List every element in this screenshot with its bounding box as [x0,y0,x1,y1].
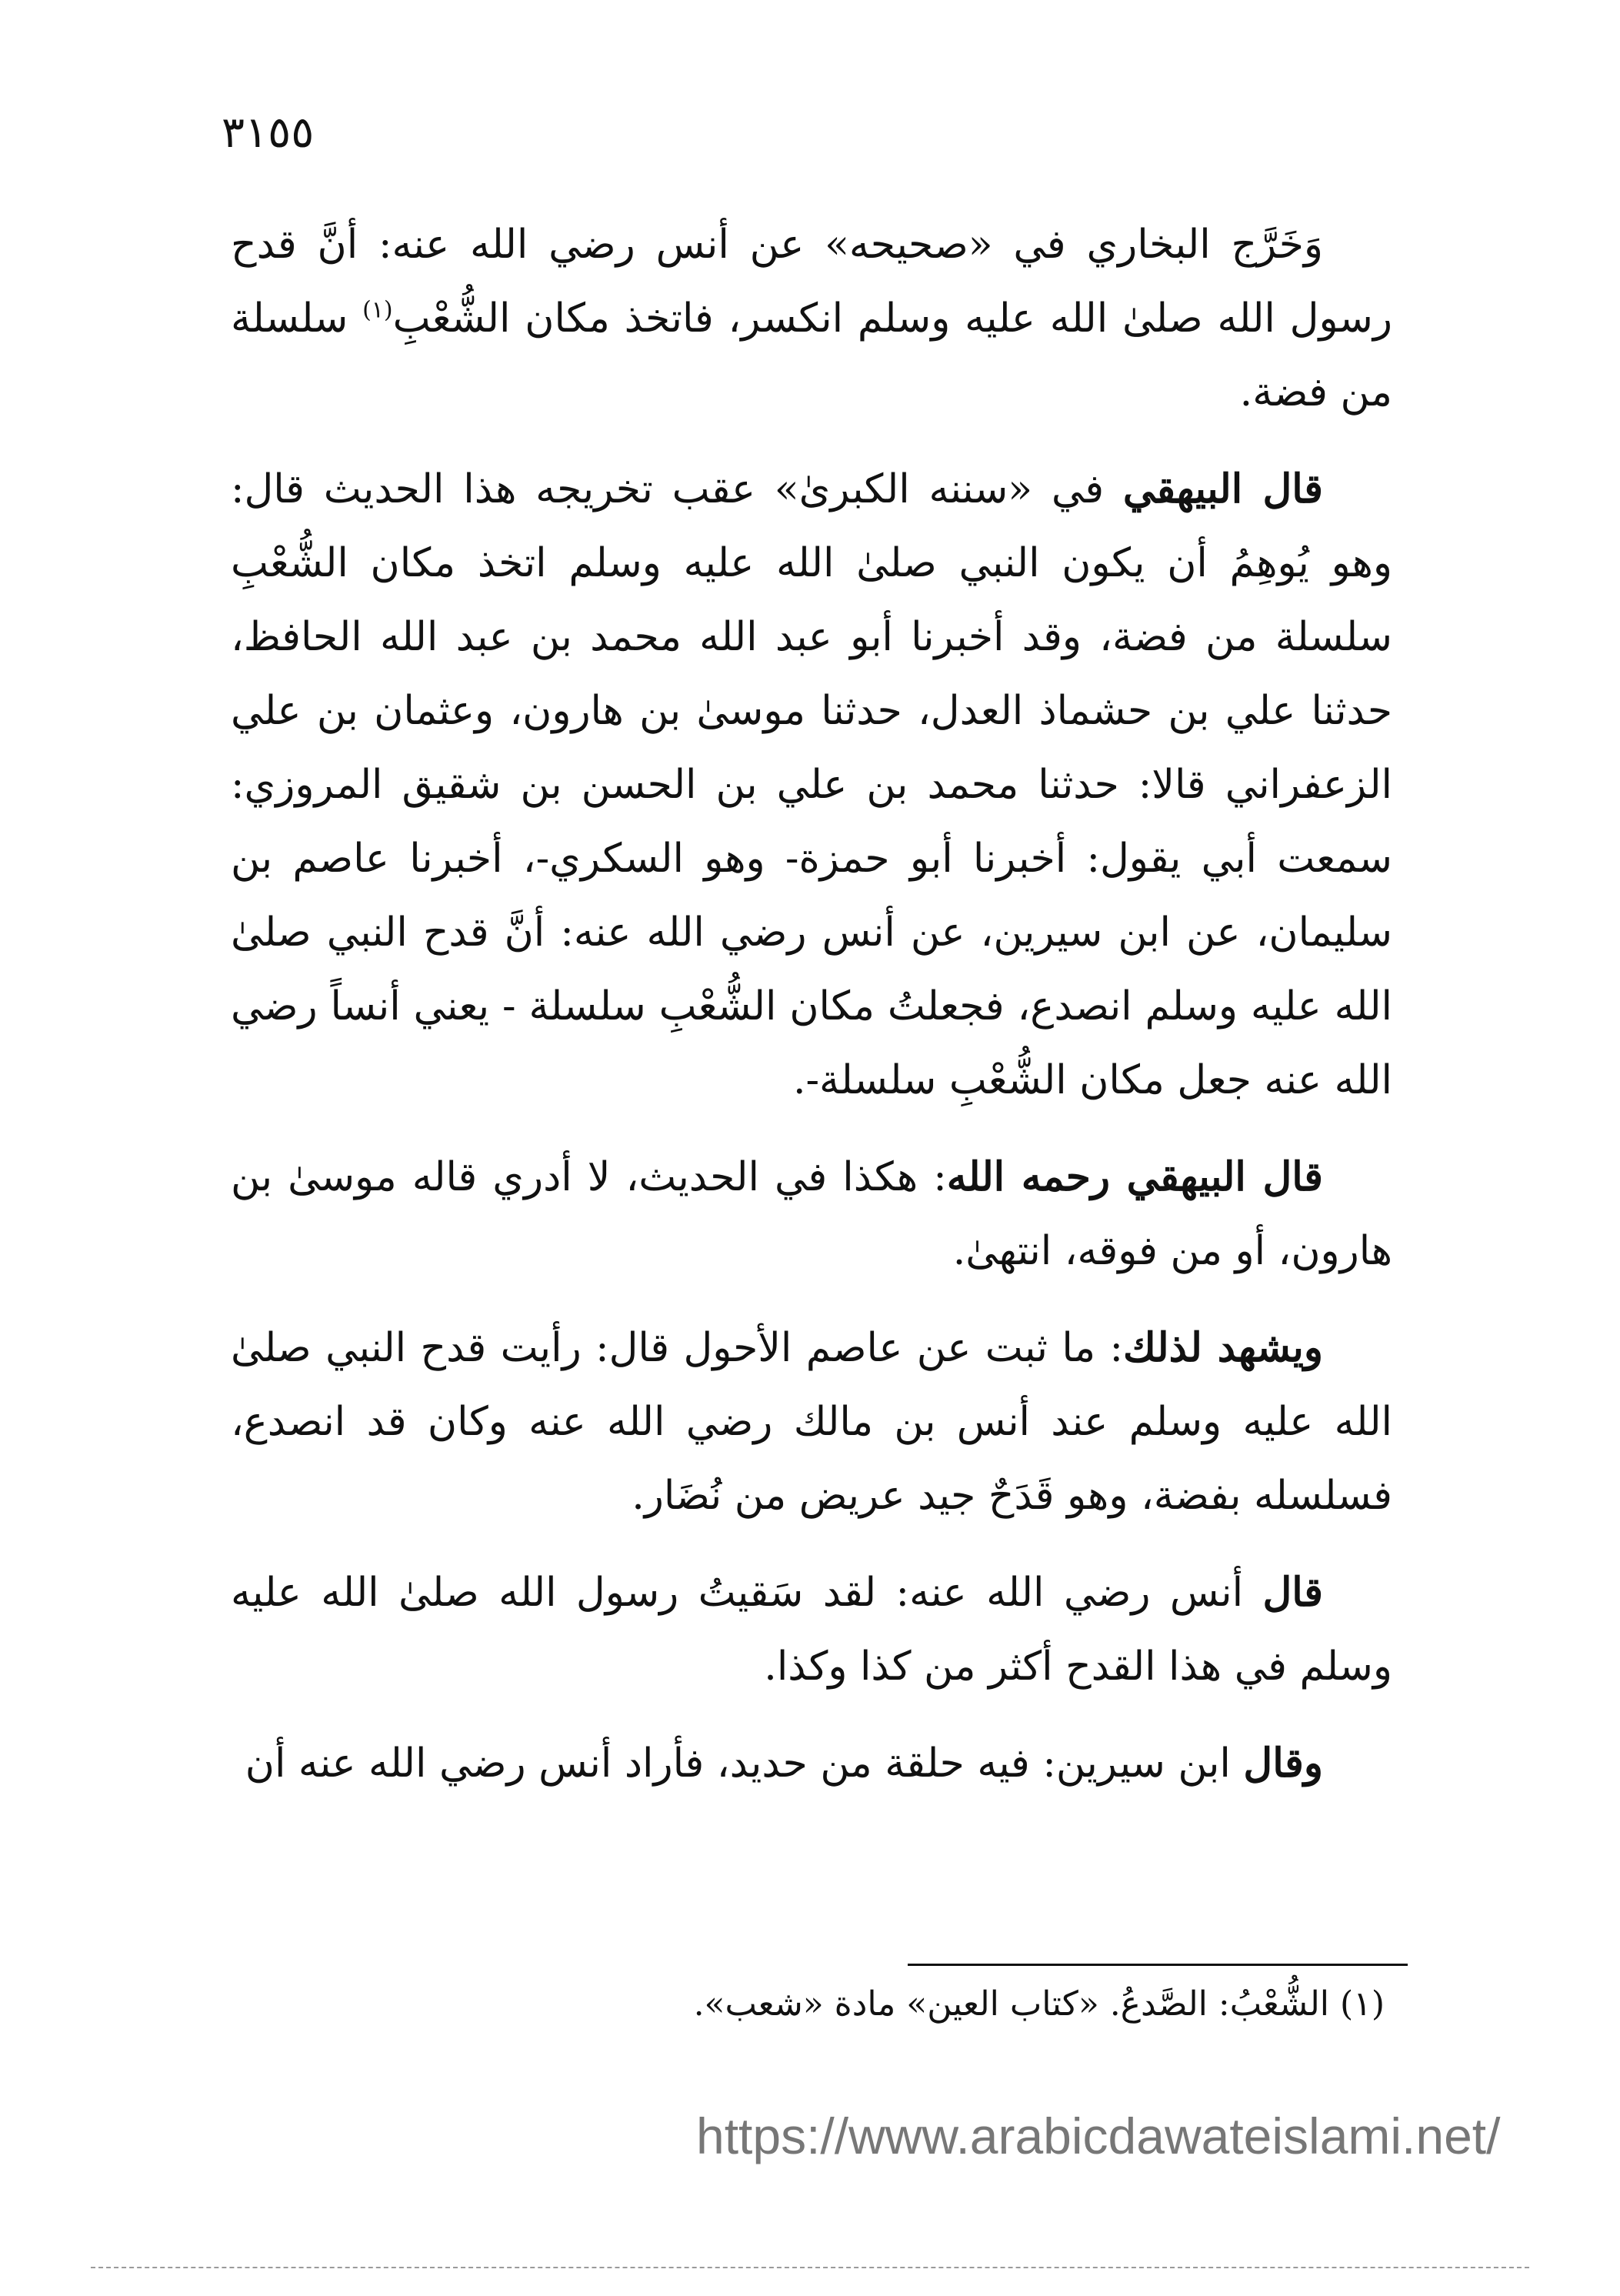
paragraph [231,1140,1392,1288]
paragraph-text: أنس رضي الله عنه: لقد سَقيتُ رسول الله صلىٰ الله عليه وسلم في هذا القدح أكثر من كذا وكذا. [231,1570,1392,1690]
paragraph-text: : هكذا في الحديث، لا أدري قاله موسىٰ بن هارون، أو من فوقه، انتهىٰ. [231,1154,1392,1274]
bottom-divider [91,2267,1529,2268]
paragraph-lead: قال البيهقي [1122,466,1323,512]
paragraph-tail: سلسلة من فضة. [231,295,1392,415]
paragraph-text: وَخَرَّج البخاري في «صحيحه» عن أنس رضي الله عنه: أنَّ قدح رسول الله صلىٰ الله عليه وسلم انكسر، فاتخذ مكان الشُّعْبِ [231,222,1392,342]
paragraph [231,1556,1392,1704]
paragraph-text: ابن سيرين: فيه حلقة من حديد، فأراد أنس رضي الله عنه أن [245,1740,1244,1787]
paragraph [231,452,1392,1117]
paragraph-text: : ما ثبت عن عاصم الأحول قال: رأيت قدح النبي صلىٰ الله عليه وسلم عند أنس بن مالك رضي الله عنه وكان قد انصدع، فسلسله بفضة، وهو قَدَحٌ جيد عريض من نُضَار. [231,1325,1392,1519]
paragraph-lead: قال [1262,1569,1323,1616]
paragraph [231,1311,1392,1533]
paragraph-text: في «سننه الكبرىٰ» عقب تخريجه هذا الحديث قال: وهو يُوهِمُ أن يكون النبي صلىٰ الله عليه وسلم اتخذ مكان الشُّعْبِ سلسلة من فضة، وقد أخبرنا أبو عبد الله محمد بن عبد الله الحافظ، حدثنا علي بن حشماذ العدل، حدثنا موسىٰ بن هارون، وعثمان بن علي الزعفراني قالا: حدثنا محمد بن علي بن الحسن بن شقيق المروزي: سمعت أبي يقول: أخبرنا أبو حمزة- وهو السكري-، أخبرنا عاصم بن سليمان، عن ابن سيرين، عن أنس رضي الله عنه: أنَّ قدح النبي صلىٰ الله عليه وسلم انصدع، فجعلتُ مكان الشُّعْبِ سلسلة - يعني أنساً رضي الله عنه جعل مكان الشُّعْبِ سلسلة-. [231,466,1392,1103]
paragraph [231,208,1392,429]
page-number: ٣١٥٥ [222,108,315,158]
website-watermark[interactable]: https://www.arabicdawateislami.net/ [696,2107,1501,2164]
body-text [231,208,1392,1824]
footnote-reference[interactable]: (١) [362,296,393,324]
paragraph-lead: ويشهد لذلك [1122,1324,1323,1371]
paragraph-lead: قال البيهقي رحمه الله [946,1153,1323,1200]
footnote: (١) الشُّعْبُ: الصَّدعُ. «كتاب العين» مادة «شعب». [693,1984,1385,2024]
paragraph [231,1727,1392,1800]
paragraph-lead: وقال [1243,1740,1323,1787]
footnote-divider [908,1964,1408,1966]
